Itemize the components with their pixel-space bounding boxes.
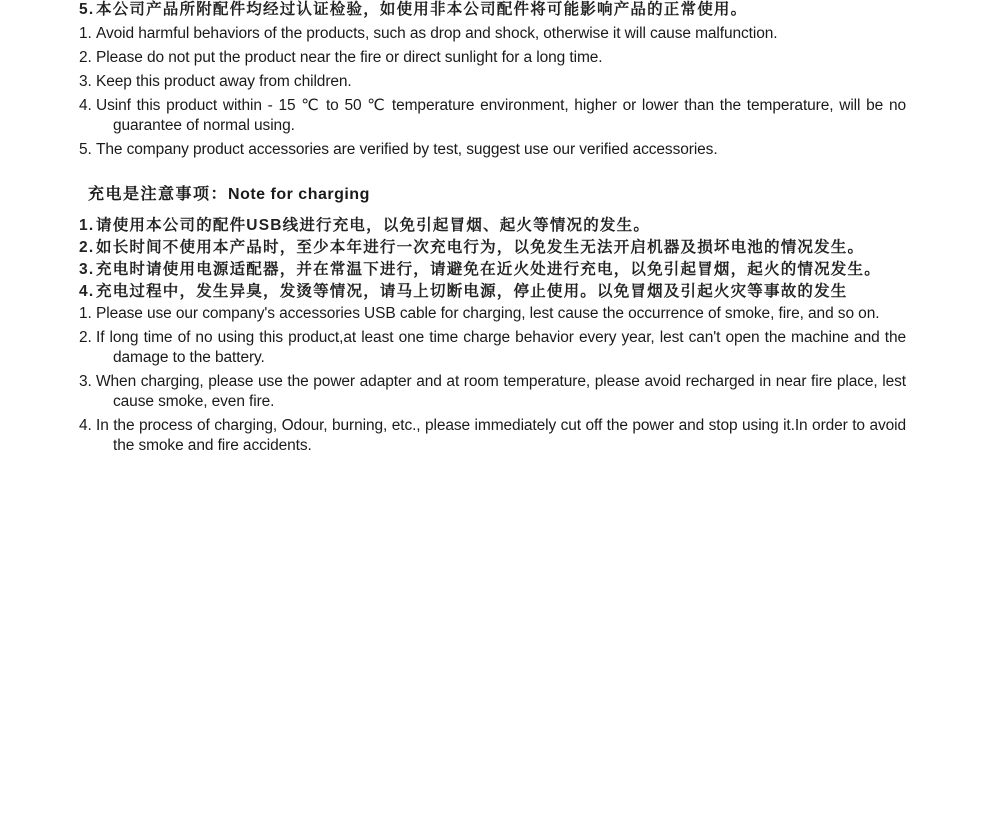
list-item: 1.Please use our company's accessories USB cable for charging, lest cause the occurrence of smoke, fire, and so on. bbox=[79, 305, 880, 322]
charging-heading-en: Note for charging bbox=[228, 186, 370, 203]
list-item: 3.Keep this product away from children. bbox=[79, 73, 352, 90]
charging-section bbox=[79, 184, 906, 460]
item-text: Please use our company's accessories USB cable for charging, lest cause the occurrence of smoke, fire, and so on. bbox=[96, 305, 880, 322]
precautions-list bbox=[79, 0, 906, 160]
list-item: 3. 充电时请使用电源适配器，并在常温下进行，请避免在近火处进行充电，以免引起冒烟，起火的情况发生。 bbox=[79, 261, 881, 278]
item-text: Usinf this product within - 15 ℃ to 50 ℃ temperature environment, higher or lower than the temperature, will be no guarantee of normal using. bbox=[96, 97, 906, 134]
list-item: 1.Avoid harmful behaviors of the products, such as drop and shock, otherwise it will cause malfunction. bbox=[79, 25, 778, 42]
charging-heading-zh: 充电是注意事项： bbox=[88, 186, 229, 203]
item-text: 本公司产品所附配件均经过认证检验，如使用非本公司配件将可能影响产品的正常使用。 bbox=[96, 1, 748, 18]
item-text: Avoid harmful behaviors of the products, such as drop and shock, otherwise it will cause malfunction. bbox=[96, 25, 778, 42]
list-item: 2. 如长时间不使用本产品时，至少本年进行一次充电行为，以免发生无法开启机器及损坏电池的情况发生。 bbox=[79, 239, 865, 256]
list-item: 5.The company product accessories are verified by test, suggest use our verified accessories. bbox=[79, 141, 718, 158]
item-text: In the process of charging, Odour, burning, etc., please immediately cut off the power and stop using it.In order to avoid the smoke and fire accidents. bbox=[96, 417, 906, 454]
list-item: 3.When charging, please use the power adapter and at room temperature, please avoid recharged in near fire place, lest cause smoke, even fire. bbox=[79, 373, 906, 410]
list-item: 2.If long time of no using this product,at least one time charge behavior every year, lest can't open the machine and the damage to the battery. bbox=[79, 329, 906, 366]
charging-heading bbox=[88, 184, 906, 206]
charging-list bbox=[79, 216, 906, 456]
list-item: 2.Please do not put the product near the fire or direct sunlight for a long time. bbox=[79, 49, 603, 66]
list-item: 5. 本公司产品所附配件均经过认证检验，如使用非本公司配件将可能影响产品的正常使用。 bbox=[79, 1, 748, 18]
item-text: Keep this product away from children. bbox=[96, 73, 352, 90]
list-item: 4. 充电过程中，发生异臭，发烫等情况，请马上切断电源，停止使用。以免冒烟及引起火灾等事故的发生 bbox=[79, 283, 848, 300]
item-text: If long time of no using this product,at least one time charge behavior every year, lest can't open the machine and the damage to the battery. bbox=[96, 329, 906, 366]
item-text: 请使用本公司的配件USB线进行充电，以免引起冒烟、起火等情况的发生。 bbox=[96, 217, 651, 234]
item-text: Please do not put the product near the fire or direct sunlight for a long time. bbox=[96, 49, 603, 66]
precautions-section bbox=[79, 0, 906, 164]
list-item: 4.In the process of charging, Odour, burning, etc., please immediately cut off the power and stop using it.In order to avoid the smoke and fire accidents. bbox=[79, 417, 906, 454]
item-text: 充电过程中，发生异臭，发烫等情况，请马上切断电源，停止使用。以免冒烟及引起火灾等事故的发生 bbox=[96, 283, 848, 300]
list-item: 1. 请使用本公司的配件USB线进行充电，以免引起冒烟、起火等情况的发生。 bbox=[79, 217, 651, 234]
item-text: When charging, please use the power adapter and at room temperature, please avoid recharged in near fire place, lest cause smoke, even fire. bbox=[96, 373, 906, 410]
item-text: 充电时请使用电源适配器，并在常温下进行，请避免在近火处进行充电，以免引起冒烟，起火的情况发生。 bbox=[96, 261, 881, 278]
item-text: 如长时间不使用本产品时，至少本年进行一次充电行为，以免发生无法开启机器及损坏电池的情况发生。 bbox=[96, 239, 865, 256]
list-item: 4.Usinf this product within - 15 ℃ to 50 ℃ temperature environment, higher or lower than the temperature, will be no guarantee of normal using. bbox=[79, 97, 906, 134]
item-text: The company product accessories are verified by test, suggest use our verified accessories. bbox=[96, 141, 718, 158]
